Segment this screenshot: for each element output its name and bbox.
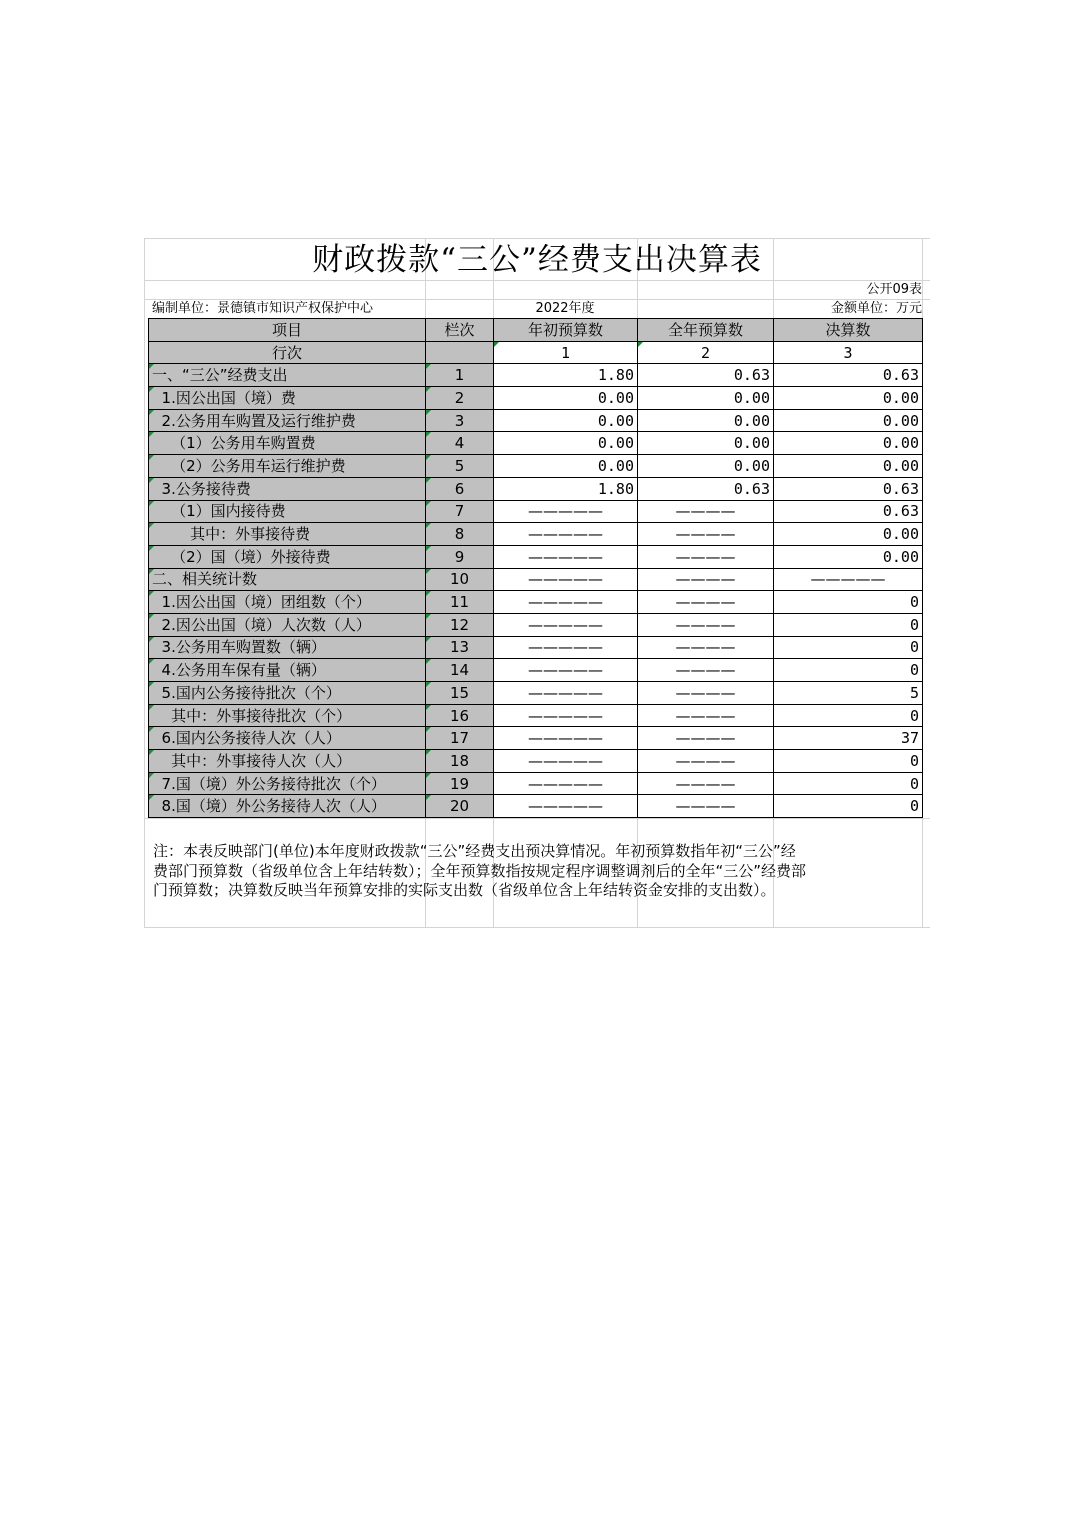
cell-budget-full: 0.63 bbox=[638, 477, 774, 500]
row-item-label: 8.国（境）外公务接待人次（人） bbox=[149, 795, 426, 818]
column-number: 2 bbox=[638, 341, 774, 364]
fiscal-year: 2022年度 bbox=[535, 301, 595, 316]
table-row bbox=[149, 523, 923, 546]
cell-final: 0 bbox=[774, 591, 923, 614]
cell-budget-initial: ————— bbox=[494, 704, 638, 727]
cell-budget-full: ———— bbox=[638, 704, 774, 727]
row-item-label: 3.公务接待费 bbox=[149, 477, 426, 500]
table-row bbox=[149, 682, 923, 705]
row-item-label: （1）国内接待费 bbox=[149, 500, 426, 523]
page-title: 财政拨款“三公”经费支出决算表 bbox=[312, 242, 762, 278]
row-line-number: 20 bbox=[426, 795, 494, 818]
row-line-number: 12 bbox=[426, 613, 494, 636]
cell-final: 0.00 bbox=[774, 387, 923, 410]
row-line-number: 1 bbox=[426, 364, 494, 387]
row-line-number: 3 bbox=[426, 409, 494, 432]
cell-budget-full: ———— bbox=[638, 795, 774, 818]
cell-budget-initial: ————— bbox=[494, 500, 638, 523]
cell-budget-full: ———— bbox=[638, 750, 774, 773]
cell-budget-full: ———— bbox=[638, 772, 774, 795]
row-item-label: （1）公务用车购置费 bbox=[149, 432, 426, 455]
row-line-number: 9 bbox=[426, 545, 494, 568]
row-line-number: 4 bbox=[426, 432, 494, 455]
row-line-number: 11 bbox=[426, 591, 494, 614]
cell-final: 5 bbox=[774, 682, 923, 705]
cell-budget-initial: 0.00 bbox=[494, 432, 638, 455]
table-row bbox=[149, 591, 923, 614]
note-line: 门预算数；决算数反映当年预算安排的实际支出数（省级单位含上年结转资金安排的支出数）。 bbox=[153, 881, 776, 899]
table-note bbox=[153, 842, 923, 901]
cell-budget-initial: 0.00 bbox=[494, 387, 638, 410]
cell-budget-initial: ————— bbox=[494, 795, 638, 818]
cell-budget-initial: 1.80 bbox=[494, 477, 638, 500]
cell-budget-full: ———— bbox=[638, 636, 774, 659]
cell-budget-initial: ————— bbox=[494, 523, 638, 546]
table-row bbox=[149, 477, 923, 500]
row-line-number: 7 bbox=[426, 500, 494, 523]
row-item-label: 7.国（境）外公务接待批次（个） bbox=[149, 772, 426, 795]
table-row bbox=[149, 455, 923, 478]
reporting-unit: 编制单位：景德镇市知识产权保护中心 bbox=[152, 301, 374, 316]
note-line: 费部门预算数（省级单位含上年结转数）；全年预算数指按规定程序调整调剂后的全年“三公”经费部 bbox=[153, 861, 807, 880]
col-header-final: 决算数 bbox=[774, 319, 923, 342]
cell-budget-initial: ————— bbox=[494, 636, 638, 659]
cell-final: 0.00 bbox=[774, 523, 923, 546]
gridline bbox=[144, 238, 145, 928]
row-line-number: 13 bbox=[426, 636, 494, 659]
row-item-label: （2）国（境）外接待费 bbox=[149, 545, 426, 568]
table-row bbox=[149, 704, 923, 727]
cell-budget-full: 0.00 bbox=[638, 409, 774, 432]
table-row bbox=[149, 432, 923, 455]
table-row bbox=[149, 636, 923, 659]
row-item-label: 一、“三公”经费支出 bbox=[149, 364, 426, 387]
row-item-label: 1.因公出国（境）团组数（个） bbox=[149, 591, 426, 614]
cell-budget-full: ———— bbox=[638, 613, 774, 636]
subheader-row bbox=[149, 341, 923, 364]
row-item-label: 6.国内公务接待人次（人） bbox=[149, 727, 426, 750]
empty-cell bbox=[426, 341, 494, 364]
column-number: 1 bbox=[494, 341, 638, 364]
cell-final: 0.00 bbox=[774, 455, 923, 478]
table-row bbox=[149, 772, 923, 795]
cell-final: 0 bbox=[774, 795, 923, 818]
row-item-label: 其中：外事接待人次（人） bbox=[149, 750, 426, 773]
row-line-number: 18 bbox=[426, 750, 494, 773]
cell-final: 0.63 bbox=[774, 477, 923, 500]
cell-budget-initial: ————— bbox=[494, 772, 638, 795]
row-item-label: 4.公务用车保有量（辆） bbox=[149, 659, 426, 682]
spreadsheet-sheet bbox=[144, 238, 930, 928]
cell-budget-initial: ————— bbox=[494, 750, 638, 773]
row-line-number: 10 bbox=[426, 568, 494, 591]
cell-budget-full: ———— bbox=[638, 682, 774, 705]
cell-final: 0.00 bbox=[774, 409, 923, 432]
row-line-number: 16 bbox=[426, 704, 494, 727]
cell-budget-full: 0.00 bbox=[638, 455, 774, 478]
row-line-number: 15 bbox=[426, 682, 494, 705]
table-row bbox=[149, 750, 923, 773]
cell-budget-initial: ————— bbox=[494, 591, 638, 614]
cell-final: 0 bbox=[774, 772, 923, 795]
cell-budget-initial: ————— bbox=[494, 568, 638, 591]
gridline bbox=[144, 280, 930, 281]
gridline bbox=[144, 818, 930, 819]
cell-budget-full: 0.00 bbox=[638, 387, 774, 410]
row-item-label: 其中：外事接待批次（个） bbox=[149, 704, 426, 727]
cell-final: 0 bbox=[774, 636, 923, 659]
header-row bbox=[149, 319, 923, 342]
table-row bbox=[149, 727, 923, 750]
cell-final: 0 bbox=[774, 613, 923, 636]
cell-final: 37 bbox=[774, 727, 923, 750]
money-unit: 金额单位：万元 bbox=[830, 301, 922, 316]
cell-final: 0.00 bbox=[774, 432, 923, 455]
cell-budget-initial: ————— bbox=[494, 659, 638, 682]
cell-budget-initial: 1.80 bbox=[494, 364, 638, 387]
row-item-label: 3.公务用车购置数（辆） bbox=[149, 636, 426, 659]
cell-budget-full: ———— bbox=[638, 727, 774, 750]
row-line-number: 14 bbox=[426, 659, 494, 682]
row-line-number: 5 bbox=[426, 455, 494, 478]
gridline bbox=[144, 238, 930, 239]
cell-budget-initial: ————— bbox=[494, 545, 638, 568]
form-number: 公开09表 bbox=[866, 282, 922, 297]
table-row bbox=[149, 613, 923, 636]
col-header-budget-full: 全年预算数 bbox=[638, 319, 774, 342]
col-header-item: 项目 bbox=[149, 319, 426, 342]
row-item-label: 5.国内公务接待批次（个） bbox=[149, 682, 426, 705]
row-item-label: 其中：外事接待费 bbox=[149, 523, 426, 546]
cell-budget-full: ———— bbox=[638, 500, 774, 523]
row-line-number: 8 bbox=[426, 523, 494, 546]
cell-budget-full: ———— bbox=[638, 523, 774, 546]
row-label: 行次 bbox=[149, 341, 426, 364]
cell-budget-full: ———— bbox=[638, 659, 774, 682]
cell-budget-full: 0.63 bbox=[638, 364, 774, 387]
row-line-number: 17 bbox=[426, 727, 494, 750]
cell-budget-initial: ————— bbox=[494, 682, 638, 705]
cell-budget-initial: 0.00 bbox=[494, 455, 638, 478]
cell-final: 0 bbox=[774, 659, 923, 682]
cell-budget-full: ———— bbox=[638, 545, 774, 568]
row-item-label: 2.因公出国（境）人次数（人） bbox=[149, 613, 426, 636]
column-number: 3 bbox=[774, 341, 923, 364]
cell-budget-full: ———— bbox=[638, 568, 774, 591]
row-item-label: 1.因公出国（境）费 bbox=[149, 387, 426, 410]
note-line: 注：本表反映部门(单位)本年度财政拨款“三公”经费支出预决算情况。年初预算数指年初“三公”经 bbox=[153, 842, 796, 860]
cell-budget-initial: ————— bbox=[494, 727, 638, 750]
cell-final: 0.63 bbox=[774, 500, 923, 523]
table-row bbox=[149, 364, 923, 387]
col-header-line: 栏次 bbox=[426, 319, 494, 342]
col-header-budget-initial: 年初预算数 bbox=[494, 319, 638, 342]
cell-final: ————— bbox=[774, 568, 923, 591]
row-item-label: 2.公务用车购置及运行维护费 bbox=[149, 409, 426, 432]
table-row bbox=[149, 387, 923, 410]
table-row bbox=[149, 568, 923, 591]
cell-budget-initial: 0.00 bbox=[494, 409, 638, 432]
cell-final: 0.00 bbox=[774, 545, 923, 568]
cell-final: 0.63 bbox=[774, 364, 923, 387]
gridline bbox=[144, 927, 930, 928]
table-row bbox=[149, 795, 923, 818]
row-item-label: （2）公务用车运行维护费 bbox=[149, 455, 426, 478]
cell-budget-full: ———— bbox=[638, 591, 774, 614]
budget-table bbox=[148, 318, 923, 818]
table-row bbox=[149, 500, 923, 523]
cell-final: 0 bbox=[774, 750, 923, 773]
row-line-number: 6 bbox=[426, 477, 494, 500]
table-row bbox=[149, 659, 923, 682]
cell-budget-initial: ————— bbox=[494, 613, 638, 636]
row-item-label: 二、相关统计数 bbox=[149, 568, 426, 591]
cell-budget-full: 0.00 bbox=[638, 432, 774, 455]
row-line-number: 2 bbox=[426, 387, 494, 410]
table-row bbox=[149, 409, 923, 432]
gridline bbox=[144, 299, 930, 300]
cell-final: 0 bbox=[774, 704, 923, 727]
row-line-number: 19 bbox=[426, 772, 494, 795]
table-row bbox=[149, 545, 923, 568]
